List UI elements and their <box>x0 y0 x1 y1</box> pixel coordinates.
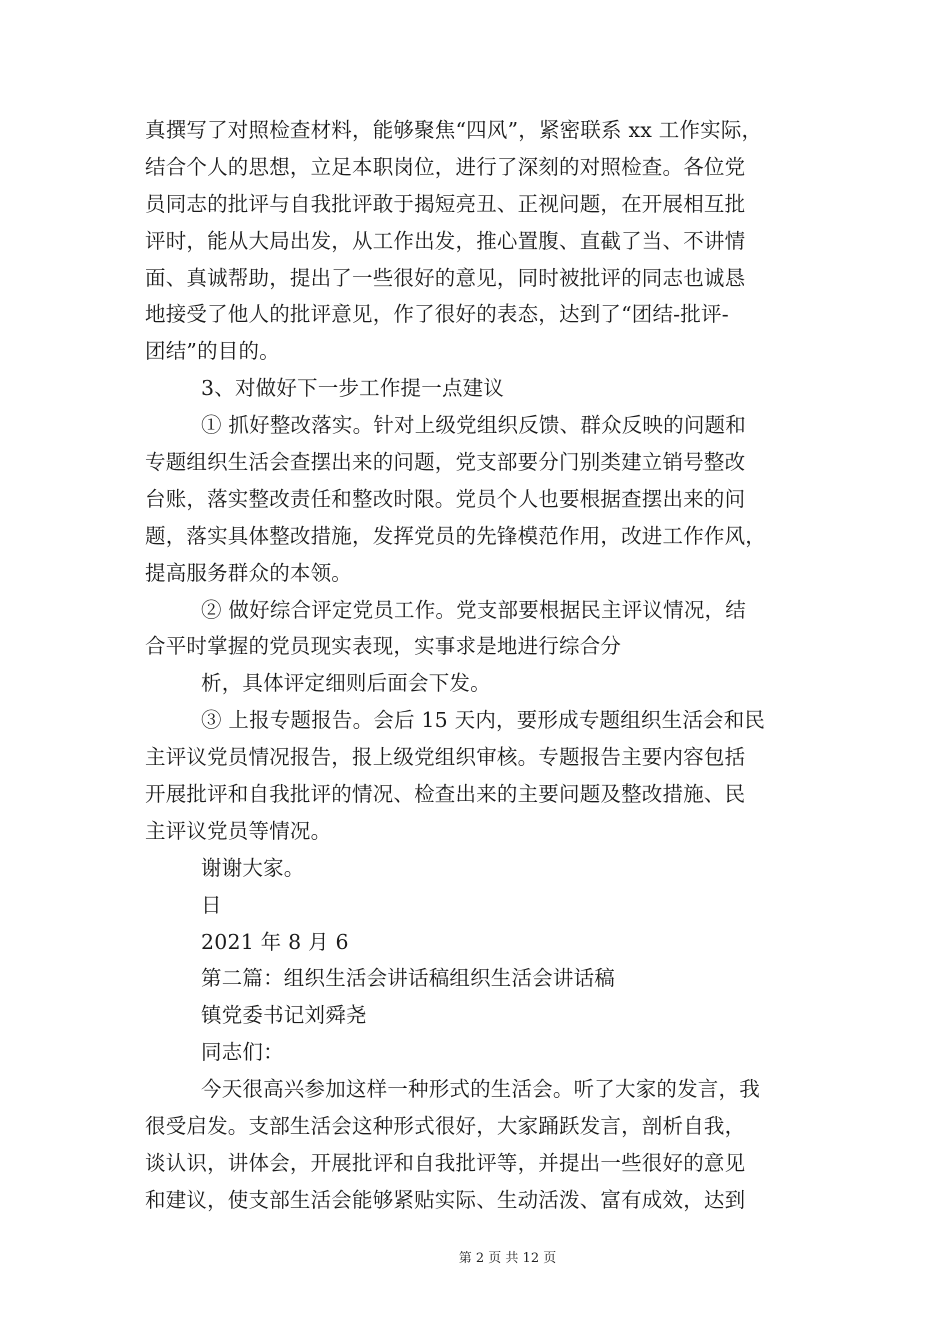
text-line: 主评议党员等情况。 <box>145 818 332 843</box>
text-line: 和建议，使支部生活会能够紧贴实际、生动活泼、富有成效，达到 <box>145 1187 746 1212</box>
text-line: 第二篇：组织生活会讲话稿组织生活会讲话稿 <box>201 966 615 991</box>
text-line: 谢谢大家。 <box>201 855 305 880</box>
text-line: 3、对做好下一步工作提一点建议 <box>201 376 505 401</box>
text-line: 开展批评和自我批评的情况、检查出来的主要问题及整改措施、民 <box>145 782 746 807</box>
text-line: 评时，能从大局出发，从工作出发，推心置腹、直截了当、不讲情 <box>145 228 746 253</box>
text-line: 面、真诚帮助，提出了一些很好的意见，同时被批评的同志也诚恳 <box>145 265 746 290</box>
text-line: ① 抓好整改落实。针对上级党组织反馈、群众反映的问题和 <box>201 413 746 438</box>
body-text <box>145 112 810 1219</box>
text-line: 专题组织生活会查摆出来的问题，党支部要分门别类建立销号整改 <box>145 450 746 475</box>
text-line: 合平时掌握的党员现实表现，实事求是地进行综合分 <box>145 634 622 659</box>
text-line: 主评议党员情况报告，报上级党组织审核。专题报告主要内容包括 <box>145 745 746 770</box>
text-line: 2021 年 8 月 6 <box>201 929 349 954</box>
text-line: 析，具体评定细则后面会下发。 <box>201 671 491 696</box>
text-line: 很受启发。支部生活会这种形式很好，大家踊跃发言，剖析自我， <box>145 1114 746 1139</box>
text-line: 今天很高兴参加这样一种形式的生活会。听了大家的发言，我 <box>201 1077 760 1102</box>
text-line: 题，落实具体整改措施，发挥党员的先锋模范作用，改进工作作风， <box>145 523 766 548</box>
page-footer: 第 2 页 共 12 页 <box>458 1251 557 1266</box>
text-line: 团结”的目的。 <box>145 339 280 364</box>
text-line: 谈认识，讲体会，开展批评和自我批评等，并提出一些很好的意见 <box>145 1150 746 1175</box>
text-line: 日 <box>201 892 222 917</box>
text-line: 镇党委书记刘舜尧 <box>201 1003 367 1028</box>
text-line: 台账，落实整改责任和整改时限。党员个人也要根据查摆出来的问 <box>145 486 746 511</box>
text-line: ② 做好综合评定党员工作。党支部要根据民主评议情况，结 <box>201 597 746 622</box>
text-line: 同志们： <box>201 1040 284 1065</box>
text-line: 真撰写了对照检查材料，能够聚焦“四风”，紧密联系 xx 工作实际， <box>145 118 763 142</box>
text-line: ③ 上报专题报告。会后 15 天内，要形成专题组织生活会和民 <box>201 708 766 733</box>
text-line: 地接受了他人的批评意见，作了很好的表态，达到了“团结-批评- <box>145 302 729 327</box>
text-line: 员同志的批评与自我批评敢于揭短亮丑、正视问题，在开展相互批 <box>145 191 746 216</box>
text-line: 结合个人的思想，立足本职岗位，进行了深刻的对照检查。各位党 <box>145 154 746 179</box>
text-line: 提高服务群众的本领。 <box>145 560 352 585</box>
